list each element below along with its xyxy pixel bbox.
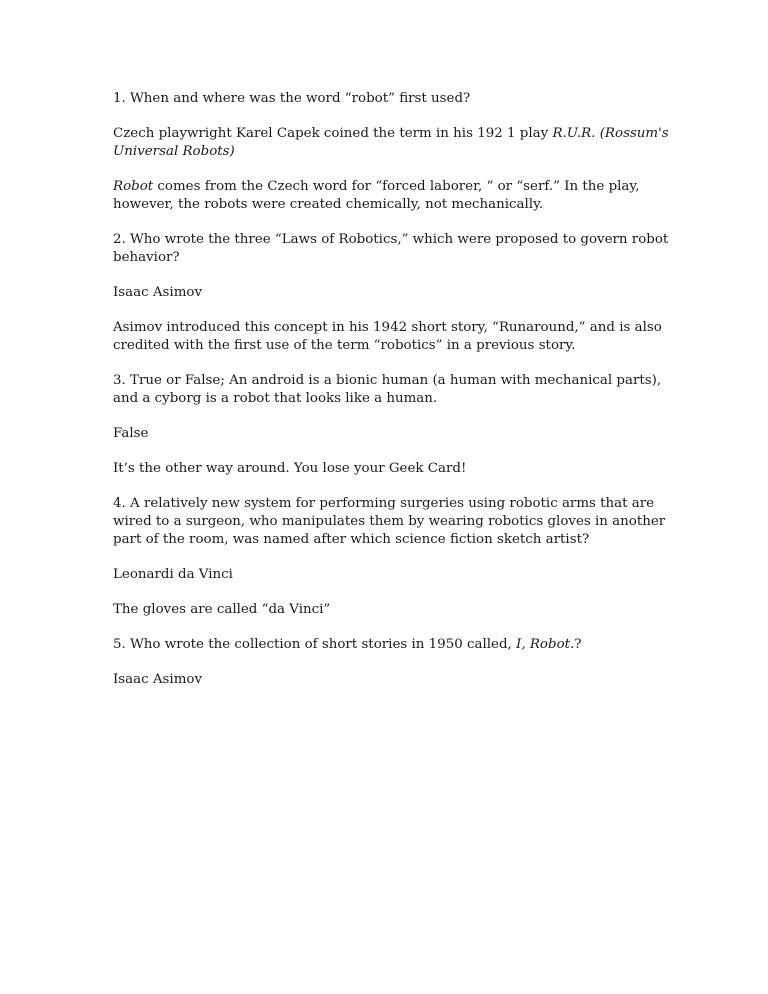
play-title: R.U.R. (Rossum's Universal Robots) bbox=[113, 126, 669, 159]
answer-1-text: Czech playwright Karel Capek coined the term in his 192 1 play bbox=[113, 126, 553, 141]
answer-2: Isaac Asimov bbox=[113, 285, 203, 300]
answer-4: Leonardi da Vinci bbox=[113, 567, 233, 582]
question-2: 2. Who wrote the three “Laws of Robotics,” which were proposed to govern robot behavior? bbox=[113, 232, 669, 265]
question-5-tail: ? bbox=[574, 637, 582, 652]
answer-1-note bbox=[113, 178, 673, 214]
book-title: I, Robot. bbox=[516, 637, 575, 652]
question-1: 1. When and where was the word “robot” first used? bbox=[113, 91, 471, 106]
question-3: 3. True or False; An android is a bionic human (a human with mechanical parts), and a cyborg is a robot that looks like a human. bbox=[113, 373, 662, 406]
document-body bbox=[113, 90, 673, 706]
question-5 bbox=[113, 636, 673, 654]
answer-2-note: Asimov introduced this concept in his 1942 short story, “Runaround,” and is also credited with the first use of the term “robotics” in a previous story. bbox=[113, 320, 662, 353]
answer-1-note-text: comes from the Czech word for “forced laborer, “ or “serf.” In the play, however, the robots were created chemically, not mechanically. bbox=[113, 179, 640, 212]
answer-5: Isaac Asimov bbox=[113, 672, 203, 687]
question-5-text: 5. Who wrote the collection of short stories in 1950 called, bbox=[113, 637, 517, 652]
answer-1 bbox=[113, 125, 673, 161]
question-4: 4. A relatively new system for performing surgeries using robotic arms that are wired to a surgeon, who manipulates them by wearing robotics gloves in another part of the room, was named after which science fiction sketch artist? bbox=[113, 496, 666, 547]
robot-term: Robot bbox=[113, 179, 154, 194]
answer-3-note: It’s the other way around. You lose your Geek Card! bbox=[113, 461, 467, 476]
answer-3: False bbox=[113, 426, 149, 441]
answer-4-note: The gloves are called “da Vinci” bbox=[113, 602, 331, 617]
